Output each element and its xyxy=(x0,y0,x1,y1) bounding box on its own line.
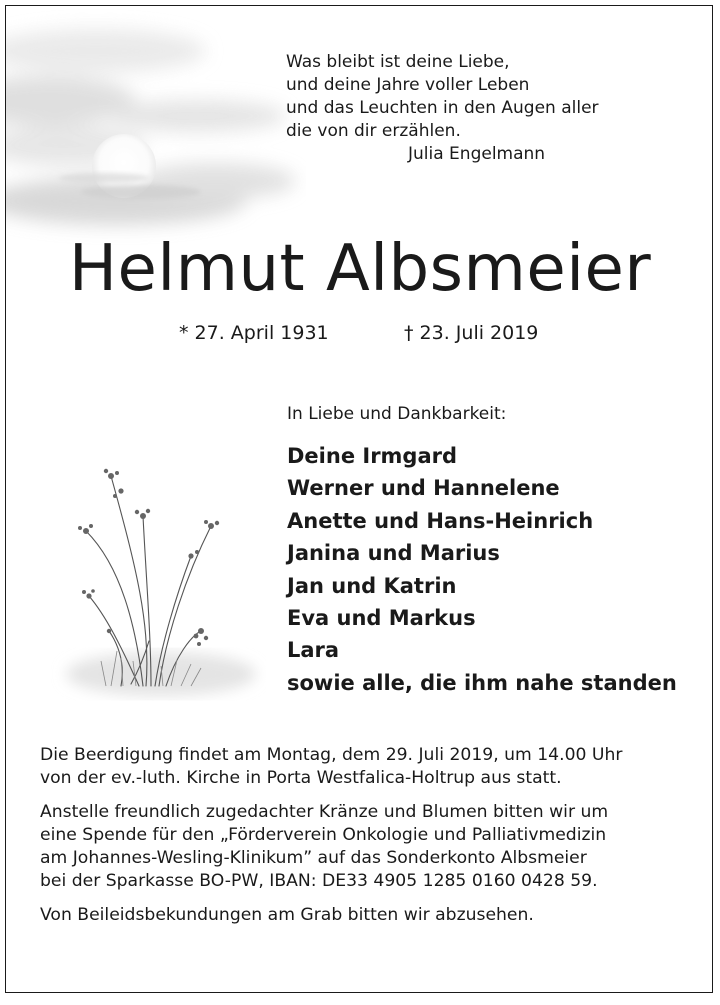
dedication-intro: In Liebe und Dankbarkeit: xyxy=(287,404,507,424)
notice-text xyxy=(40,744,690,938)
mourner-name: Eva und Markus xyxy=(287,606,476,631)
quote-line: und deine Jahre voller Leben xyxy=(286,75,530,95)
grass-flowers-illustration xyxy=(51,446,266,711)
quote-line: und das Leuchten in den Augen aller xyxy=(286,98,599,118)
mourner-name: Janina und Marius xyxy=(287,541,500,566)
condolence-paragraph: Von Beileidsbekundungen am Grab bitten wir abzusehen. xyxy=(40,905,534,925)
death-date: † 23. Juli 2019 xyxy=(404,322,539,344)
moon-clouds-illustration xyxy=(6,6,306,246)
quote-line: Was bleibt ist deine Liebe, xyxy=(286,52,510,72)
donation-paragraph: Anstelle freundlich zugedachter Kränze und Blumen bitten wir um eine Spende für den „Förderverein Onkologie und Palliativmedizin am Johannes-Wesling-Klinikum” auf das Sonderkonto Albsmeier bei der Sparkasse BO-PW, IBAN: DE33 4905 1285 0160 0428 59. xyxy=(40,802,609,891)
mourners-list xyxy=(287,440,677,699)
quote-line: die von dir erzählen. xyxy=(286,121,461,141)
obituary-notice xyxy=(5,5,713,993)
mourner-name: sowie alle, die ihm nahe standen xyxy=(287,670,677,695)
mourner-name: Deine Irmgard xyxy=(287,444,458,468)
deceased-name: Helmut Albsmeier xyxy=(68,232,652,306)
mourner-name: Anette und Hans-Heinrich xyxy=(287,508,594,533)
birth-date: * 27. April 1931 xyxy=(179,322,329,344)
poem-quote xyxy=(286,51,599,166)
mourner-name: Werner und Hannelene xyxy=(287,476,560,501)
mourner-name: Jan und Katrin xyxy=(287,573,457,598)
quote-author: Julia Engelmann xyxy=(408,144,546,164)
mourner-name: Lara xyxy=(287,638,340,663)
funeral-paragraph: Die Beerdigung findet am Montag, dem 29. Juli 2019, um 14.00 Uhr von der ev.-luth. Kirche in Porta Westfalica-Holtrup aus statt. xyxy=(40,745,623,788)
